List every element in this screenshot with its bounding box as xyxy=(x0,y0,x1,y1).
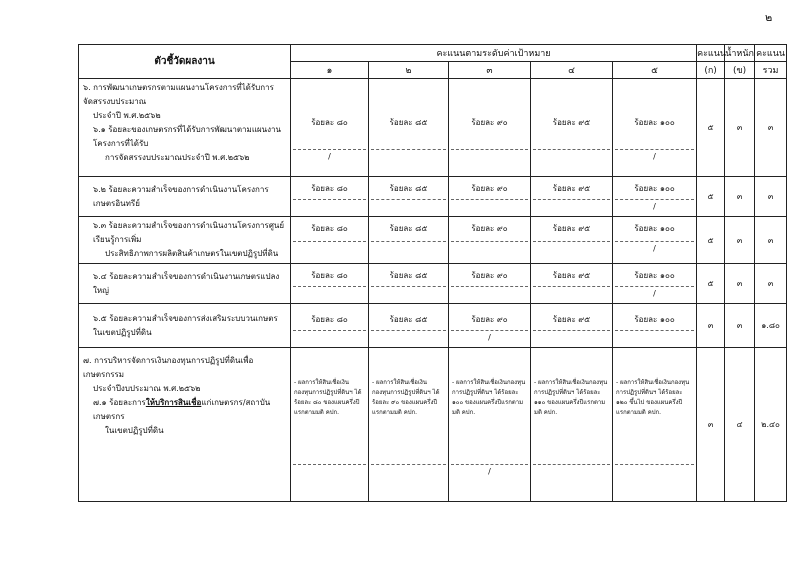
level-mark xyxy=(451,286,528,301)
weight-cell: ๓ xyxy=(725,79,755,177)
score-cell: ๕ xyxy=(697,177,725,217)
indicator-line: ประจำปีงบประมาณ พ.ศ.๒๕๖๒ xyxy=(93,384,201,393)
level-cell xyxy=(449,264,531,304)
level-mark xyxy=(615,464,694,479)
indicator-cell xyxy=(79,348,291,502)
indicator-line: ๖.๒ ร้อยละความสำเร็จของการดำเนินงานโครงการเกษตรอินทรีย์ xyxy=(93,184,269,208)
level-mark xyxy=(533,286,610,301)
level-cell xyxy=(613,177,697,217)
header-indicator: ตัวชี้วัดผลงาน xyxy=(79,45,291,79)
total-cell: ๒.๔๐ xyxy=(755,348,787,502)
indicator-line xyxy=(83,396,286,424)
level-mark xyxy=(533,149,610,164)
level-cell xyxy=(369,304,449,348)
level-mark: / xyxy=(615,286,694,301)
level-value: ร้อยละ ๙๕ xyxy=(552,271,591,280)
weight-cell: ๓ xyxy=(725,304,755,348)
table-row xyxy=(79,348,787,502)
level-mark xyxy=(533,199,610,214)
level-value: ร้อยละ ๙๐ xyxy=(471,271,508,280)
level-cell xyxy=(531,264,613,304)
level-value: ร้อยละ ๙๐ xyxy=(471,224,508,233)
level-mark xyxy=(533,464,610,479)
level-mark xyxy=(371,286,446,301)
level-cell xyxy=(291,79,369,177)
indicator-line: ๗. การบริหารจัดการเงินกองทุนการปฏิรูปที่ดินเพื่อเกษตรกรรม xyxy=(83,356,254,379)
level-cell xyxy=(291,264,369,304)
level-value: ร้อยละ ๑๐๐ xyxy=(634,184,675,193)
level-value: ร้อยละ ๙๕ xyxy=(552,118,591,127)
indicator-line: ๖.๑ ร้อยละของเกษตรกรที่ได้รับการพัฒนาตามแผนงานโครงการที่ได้รับ xyxy=(93,125,281,148)
level-mark xyxy=(293,241,366,256)
level-cell xyxy=(531,177,613,217)
indicator-cell xyxy=(79,177,291,217)
level-value: ร้อยละ ๙๕ xyxy=(552,184,591,193)
indicator-line: ๖. การพัฒนาเกษตรกรตามแผนงานโครงการที่ได้รับการจัดสรรงบประมาณ xyxy=(83,83,274,106)
weight-cell: ๔ xyxy=(725,348,755,502)
level-mark: / xyxy=(615,241,694,256)
level-cell xyxy=(449,177,531,217)
score-cell: ๓ xyxy=(697,304,725,348)
level-value: ร้อยละ ๘๐ xyxy=(311,224,348,233)
table-row xyxy=(79,304,787,348)
indicator-cell xyxy=(79,264,291,304)
level-value: ร้อยละ ๙๕ xyxy=(552,224,591,233)
level-cell xyxy=(369,348,449,502)
level-cell xyxy=(369,177,449,217)
level-mark xyxy=(293,464,366,479)
level-cell xyxy=(369,79,449,177)
header-target-title: คะแนนตามระดับค่าเป้าหมาย xyxy=(291,45,697,62)
table-row xyxy=(79,177,787,217)
page-number: ๒ xyxy=(765,11,773,24)
indicator-line: ๖.๔ ร้อยละความสำเร็จของการดำเนินงานเกษตรแปลงใหญ่ xyxy=(93,271,280,295)
indicator-line: ๖.๓ ร้อยละความสำเร็จของการดำเนินงานโครงการศูนย์เรียนรู้การเพิ่ม xyxy=(93,221,285,244)
level-cell xyxy=(449,79,531,177)
level-mark xyxy=(293,286,366,301)
level-mark xyxy=(615,330,694,345)
level-value: - ผลการให้สินเชื่อเงินกองทุนการปฏิรูปที่ดินฯ ได้ร้อยละ ๑๑๐ ของแผนครึ่งปีแรกตามมติ คปก. xyxy=(534,379,608,416)
level-value: ร้อยละ ๘๕ xyxy=(389,271,428,280)
level-value: ร้อยละ ๘๕ xyxy=(389,118,428,127)
header-level-5: ๕ xyxy=(613,62,697,79)
level-value: ร้อยละ ๙๐ xyxy=(471,184,508,193)
level-mark xyxy=(371,330,446,345)
level-cell xyxy=(613,348,697,502)
level-mark xyxy=(371,241,446,256)
level-mark: / xyxy=(615,199,694,214)
level-value: - ผลการให้สินเชื่อเงินกองทุนการปฏิรูปที่ดินฯ ได้ร้อยละ ๙๐ ของแผนครึ่งปีแรกตามมติ คปก. xyxy=(372,379,440,416)
level-value: ร้อยละ ๑๐๐ xyxy=(634,271,675,280)
indicator-line: ในเขตปฏิรูปที่ดิน xyxy=(105,426,164,435)
indicator-emphasis: ให้บริการสินเชื่อ xyxy=(145,398,202,407)
level-value: ร้อยละ ๑๐๐ xyxy=(634,118,675,127)
header-total-sub: รวม xyxy=(755,62,787,79)
header-level-2: ๒ xyxy=(369,62,449,79)
level-value: ร้อยละ ๘๐ xyxy=(311,184,348,193)
level-value: - ผลการให้สินเชื่อเงินกองทุนการปฏิรูปที่ดินฯ ได้ร้อยละ ๑๒๐ ขึ้นไป ของแผนครึ่งปีแรกตามมติ คปก. xyxy=(616,379,690,416)
level-value: - ผลการให้สินเชื่อเงินกองทุนการปฏิรูปที่ดินฯ ได้ร้อยละ ๑๐๐ ของแผนครึ่งปีแรกตามมติ คปก. xyxy=(452,379,526,416)
level-mark xyxy=(533,330,610,345)
level-cell xyxy=(291,348,369,502)
header-total: คะแนน xyxy=(755,45,787,62)
weight-cell: ๓ xyxy=(725,217,755,264)
level-cell xyxy=(291,304,369,348)
level-mark xyxy=(451,241,528,256)
level-cell xyxy=(531,304,613,348)
level-cell xyxy=(369,217,449,264)
level-cell xyxy=(449,348,531,502)
table-row xyxy=(79,79,787,177)
level-value: ร้อยละ ๑๐๐ xyxy=(634,224,675,233)
header-level-4: ๔ xyxy=(531,62,613,79)
level-cell xyxy=(531,217,613,264)
level-mark xyxy=(533,241,610,256)
indicator-cell xyxy=(79,79,291,177)
level-mark xyxy=(371,149,446,164)
level-value: ร้อยละ ๙๕ xyxy=(552,315,591,324)
score-cell: ๕ xyxy=(697,79,725,177)
level-cell xyxy=(449,217,531,264)
level-value: ร้อยละ ๙๐ xyxy=(471,118,508,127)
total-cell: ๓ xyxy=(755,177,787,217)
level-mark xyxy=(451,149,528,164)
indicator-text: แก่เกษตรกร/สถาบันเกษตรกร xyxy=(93,398,271,421)
header-weight-sub: (ข) xyxy=(725,62,755,79)
level-value: - ผลการให้สินเชื่อเงินกองทุนการปฏิรูปที่ดินฯ ได้ร้อยละ ๘๐ ของแผนครึ่งปีแรกตามมติ คปก. xyxy=(294,379,362,416)
level-mark xyxy=(293,199,366,214)
level-cell xyxy=(291,217,369,264)
level-mark xyxy=(371,199,446,214)
level-mark xyxy=(451,199,528,214)
level-mark xyxy=(293,330,366,345)
header-level-3: ๓ xyxy=(449,62,531,79)
indicator-line: ประจำปี พ.ศ.๒๕๖๒ xyxy=(93,111,161,120)
total-cell: ๑.๘๐ xyxy=(755,304,787,348)
level-cell xyxy=(291,177,369,217)
level-mark: / xyxy=(451,464,528,479)
indicator-cell xyxy=(79,304,291,348)
header-weight: น้ำหนัก xyxy=(725,45,755,62)
level-mark xyxy=(371,464,446,479)
header-level-1: ๑ xyxy=(291,62,369,79)
header-score-sub: (ก) xyxy=(697,62,725,79)
level-mark: / xyxy=(615,149,694,164)
level-cell xyxy=(531,79,613,177)
level-cell xyxy=(613,79,697,177)
indicator-cell xyxy=(79,217,291,264)
level-cell xyxy=(613,264,697,304)
score-cell: ๓ xyxy=(697,348,725,502)
weight-cell: ๓ xyxy=(725,177,755,217)
level-value: ร้อยละ ๘๕ xyxy=(389,224,428,233)
weight-cell: ๓ xyxy=(725,264,755,304)
level-value: ร้อยละ ๘๐ xyxy=(311,315,348,324)
table-row xyxy=(79,264,787,304)
total-cell: ๓ xyxy=(755,79,787,177)
level-cell xyxy=(613,304,697,348)
level-cell xyxy=(531,348,613,502)
level-cell xyxy=(449,304,531,348)
score-cell: ๕ xyxy=(697,264,725,304)
level-value: ร้อยละ ๑๐๐ xyxy=(634,315,675,324)
indicator-line: ประสิทธิภาพการผลิตสินค้าเกษตรในเขตปฏิรูปที่ดิน xyxy=(105,249,279,258)
level-cell xyxy=(613,217,697,264)
indicator-line: ๖.๕ ร้อยละความสำเร็จของการส่งเสริมระบบวนเกษตรในเขตปฏิรูปที่ดิน xyxy=(93,313,278,337)
level-value: ร้อยละ ๘๐ xyxy=(311,271,348,280)
total-cell: ๓ xyxy=(755,217,787,264)
header-score: คะแนน xyxy=(697,45,725,62)
level-value: ร้อยละ ๙๐ xyxy=(471,315,508,324)
total-cell: ๓ xyxy=(755,264,787,304)
indicator-line: การจัดสรรงบประมาณประจำปี พ.ศ.๒๕๖๒ xyxy=(105,153,250,162)
level-cell xyxy=(369,264,449,304)
level-mark: / xyxy=(293,149,366,164)
table-row xyxy=(79,217,787,264)
level-value: ร้อยละ ๘๕ xyxy=(389,184,428,193)
score-cell: ๕ xyxy=(697,217,725,264)
indicator-text: ๗.๑ ร้อยละการ xyxy=(93,398,146,407)
kpi-table xyxy=(78,44,787,502)
level-value: ร้อยละ ๘๐ xyxy=(311,118,348,127)
level-mark: / xyxy=(451,330,528,345)
level-value: ร้อยละ ๘๕ xyxy=(389,315,428,324)
